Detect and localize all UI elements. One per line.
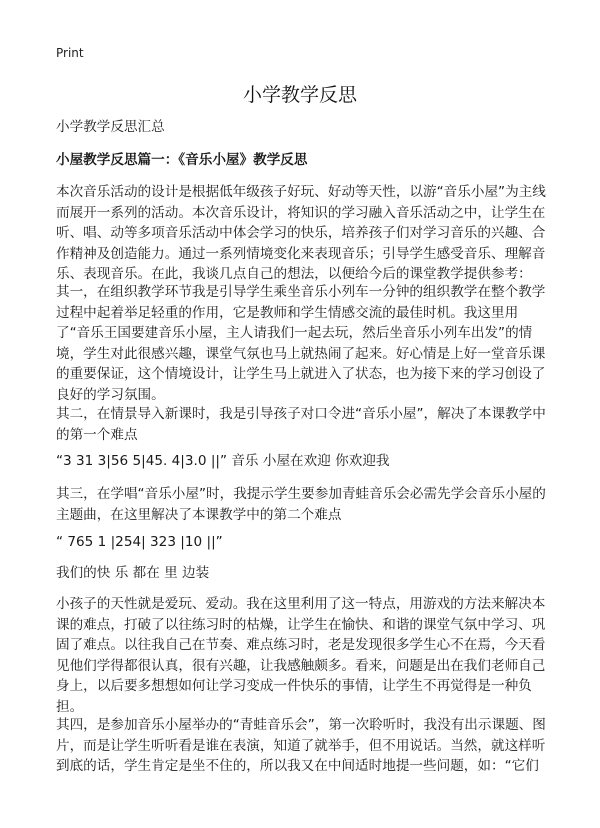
section-heading: 小屋教学反思篇一：《音乐小屋》教学反思 [56, 152, 308, 168]
lyrics-line: 我们的快 乐 都在 里 边装 [56, 565, 210, 581]
paragraph-3: 其二，在情景导入新课时，我是引导孩子对口令进“音乐小屋”，解决了本课教学中的第一个难点 [56, 406, 546, 443]
document-subtitle: 小学教学反思汇总 [56, 119, 165, 135]
print-link[interactable]: Print [56, 46, 84, 60]
paragraph-1: 本次音乐活动的设计是根据低年级孩子好玩、好动等天性，以游“音乐小屋”为主线而展开一系列的活动。本次音乐设计，将知识的学习融入音乐活动之中，让学生在听、唱、动等多项音乐活动中体会学习的快乐，培养孩子们对学习音乐的兴趣、合作精神及创造能力。通过一系列情境变化来表现音乐；引导学生感受音乐、理解音乐、表现音乐。在此，我谈几点自己的想法，以便给今后的课堂教学提供参考： [56, 184, 546, 282]
paragraph-8: 小孩子的天性就是爱玩、爱动。我在这里利用了这一特点，用游戏的方法来解决本课的难点，打破了以往练习时的枯燥，让学生在愉快、和谐的课堂气氛中学习、巩固了难点。以往我自己在节奏、难点练习时，老是发现很多学生心不在焉，今天看见他们学得都很认真，很有兴趣，让我感触颇多。看来，问题是出在我们老师自己身上，以后要多想想如何让学习变成一件快乐的事情，让学生不再觉得是一种负担。 [56, 596, 546, 715]
paragraph-9: 其四，是参加音乐小屋举办的“青蛙音乐会”，第一次聆听时，我没有出示课题、图片，而是让学生听听看是谁在表演，知道了就举手，但不用说话。当然，就这样听到底的话，学生肯定是坐不住的，所以我又在中间适时地提一些问题，如：“它们 [56, 717, 546, 774]
paragraph-5: 其三，在学唱“音乐小屋”时，我提示学生要参加青蛙音乐会必需先学会音乐小屋的主题曲，在这里解决了本课教学中的第二个难点 [56, 486, 546, 523]
page-title: 小学教学反思 [242, 84, 357, 106]
notation-line-2: “ 765 1 |254| 323 |10 ||” [56, 534, 223, 550]
notation-line-1: “3 31 3|56 5|45. 4|3.0 ||” 音乐 小屋在欢迎 你欢迎我 [56, 453, 390, 469]
paragraph-2: 其一，在组织教学环节我是引导学生乘坐音乐小列车一分钟的组织教学在整个教学过程中起着举足轻重的作用，它是教师和学生情感交流的最佳时机。我这里用了“音乐王国要建音乐小屋，主人请我们一起去玩，然后坐音乐小列车出发”的情境，学生对此很感兴趣，课堂气氛也马上就热闹了起来。好心情是上好一堂音乐课的重要保证，这个情境设计，让学生马上就进入了状态，也为接下来的学习创设了良好的学习氛围。 [56, 284, 546, 403]
